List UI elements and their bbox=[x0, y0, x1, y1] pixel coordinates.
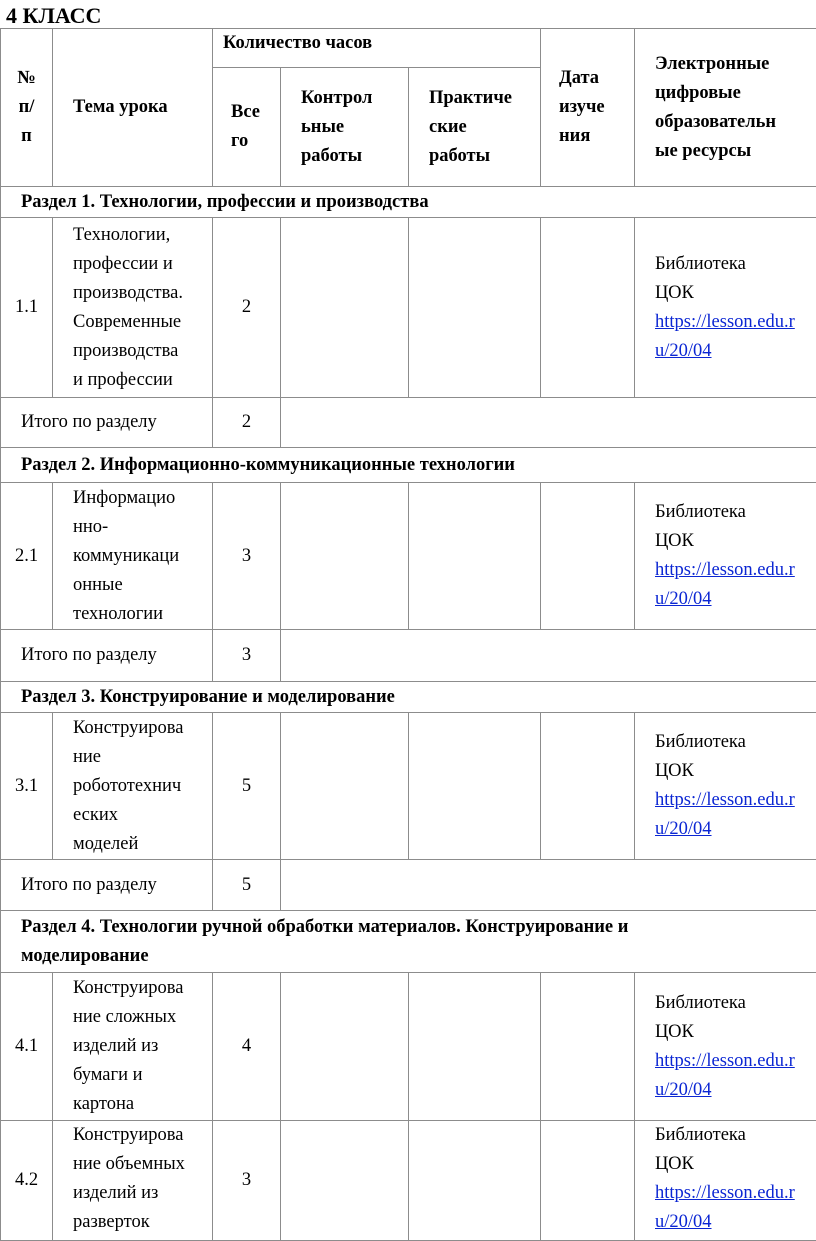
table-row bbox=[1, 483, 816, 630]
table-row bbox=[1, 973, 816, 1121]
control-works-cell bbox=[281, 218, 409, 398]
lesson-topic: Конструирова ние объемных изделий из разверток bbox=[53, 1121, 213, 1241]
lesson-hours: 5 bbox=[213, 713, 281, 860]
date-cell bbox=[541, 218, 635, 398]
resource-cell: Библиотека ЦОК https://lesson.edu.r u/20/04 bbox=[635, 713, 816, 860]
practical-works-cell bbox=[409, 1121, 541, 1241]
header-resources: Электронные цифровые образовательн ые ресурсы bbox=[635, 29, 816, 187]
control-works-cell bbox=[281, 483, 409, 630]
resource-cell: Библиотека ЦОК https://lesson.edu.r u/20/04 bbox=[635, 1121, 816, 1241]
date-cell bbox=[541, 713, 635, 860]
lesson-topic: Конструирова ние робототехнич еских моделей bbox=[53, 713, 213, 860]
resource-link[interactable]: https://lesson.edu.r u/20/04 bbox=[655, 312, 795, 361]
practical-works-cell bbox=[409, 218, 541, 398]
section-title: Раздел 3. Конструирование и моделирование bbox=[1, 682, 816, 713]
resource-link[interactable]: https://lesson.edu.r u/20/04 bbox=[655, 1183, 795, 1232]
header-topic: Тема урока bbox=[53, 29, 213, 187]
practical-works-cell bbox=[409, 713, 541, 860]
lesson-plan-table bbox=[0, 28, 816, 1241]
lesson-number: 4.1 bbox=[1, 973, 53, 1121]
table-row bbox=[1, 218, 816, 398]
date-cell bbox=[541, 1121, 635, 1241]
resource-cell: Библиотека ЦОК https://lesson.edu.r u/20/04 bbox=[635, 973, 816, 1121]
header-practical-works: Практиче ские работы bbox=[409, 68, 541, 187]
table-row bbox=[1, 1121, 816, 1241]
control-works-cell bbox=[281, 973, 409, 1121]
section-total-value: 2 bbox=[213, 398, 281, 448]
control-works-cell bbox=[281, 713, 409, 860]
resource-link[interactable]: https://lesson.edu.r u/20/04 bbox=[655, 560, 795, 609]
header-hours: Количество часов bbox=[213, 29, 541, 68]
date-cell bbox=[541, 973, 635, 1121]
section-total-value: 5 bbox=[213, 860, 281, 911]
lesson-topic: Конструирова ние сложных изделий из бумаги и картона bbox=[53, 973, 213, 1121]
practical-works-cell bbox=[409, 973, 541, 1121]
lesson-hours: 3 bbox=[213, 483, 281, 630]
lesson-hours: 3 bbox=[213, 1121, 281, 1241]
page-title: 4 КЛАСС bbox=[6, 3, 101, 29]
header-number: № п/ п bbox=[1, 29, 53, 187]
resource-link[interactable]: https://lesson.edu.r u/20/04 bbox=[655, 1051, 795, 1100]
section-total-label: Итого по разделу bbox=[1, 398, 213, 448]
section-total-row bbox=[1, 860, 816, 911]
resource-cell: Библиотека ЦОК https://lesson.edu.r u/20/04 bbox=[635, 218, 816, 398]
lesson-number: 4.2 bbox=[1, 1121, 53, 1241]
section-title: Раздел 4. Технологии ручной обработки материалов. Конструирование и моделирование bbox=[1, 911, 816, 973]
header-total: Все го bbox=[213, 68, 281, 187]
lesson-number: 1.1 bbox=[1, 218, 53, 398]
lesson-topic: Информацио нно- коммуникаци онные технологии bbox=[53, 483, 213, 630]
resource-cell: Библиотека ЦОК https://lesson.edu.r u/20/04 bbox=[635, 483, 816, 630]
section-total-label: Итого по разделу bbox=[1, 860, 213, 911]
section-title: Раздел 2. Информационно-коммуникационные технологии bbox=[1, 448, 816, 483]
date-cell bbox=[541, 483, 635, 630]
header-control-works: Контрол ьные работы bbox=[281, 68, 409, 187]
section-total-label: Итого по разделу bbox=[1, 630, 213, 682]
practical-works-cell bbox=[409, 483, 541, 630]
control-works-cell bbox=[281, 1121, 409, 1241]
table-row bbox=[1, 713, 816, 860]
resource-link[interactable]: https://lesson.edu.r u/20/04 bbox=[655, 790, 795, 839]
section-title: Раздел 1. Технологии, профессии и производства bbox=[1, 187, 816, 218]
header-date: Дата изуче ния bbox=[541, 29, 635, 187]
lesson-topic: Технологии, профессии и производства. Современные производства и профессии bbox=[53, 218, 213, 398]
section-total-row bbox=[1, 630, 816, 682]
lesson-hours: 4 bbox=[213, 973, 281, 1121]
section-total-row bbox=[1, 398, 816, 448]
lesson-hours: 2 bbox=[213, 218, 281, 398]
lesson-number: 2.1 bbox=[1, 483, 53, 630]
section-total-value: 3 bbox=[213, 630, 281, 682]
lesson-number: 3.1 bbox=[1, 713, 53, 860]
